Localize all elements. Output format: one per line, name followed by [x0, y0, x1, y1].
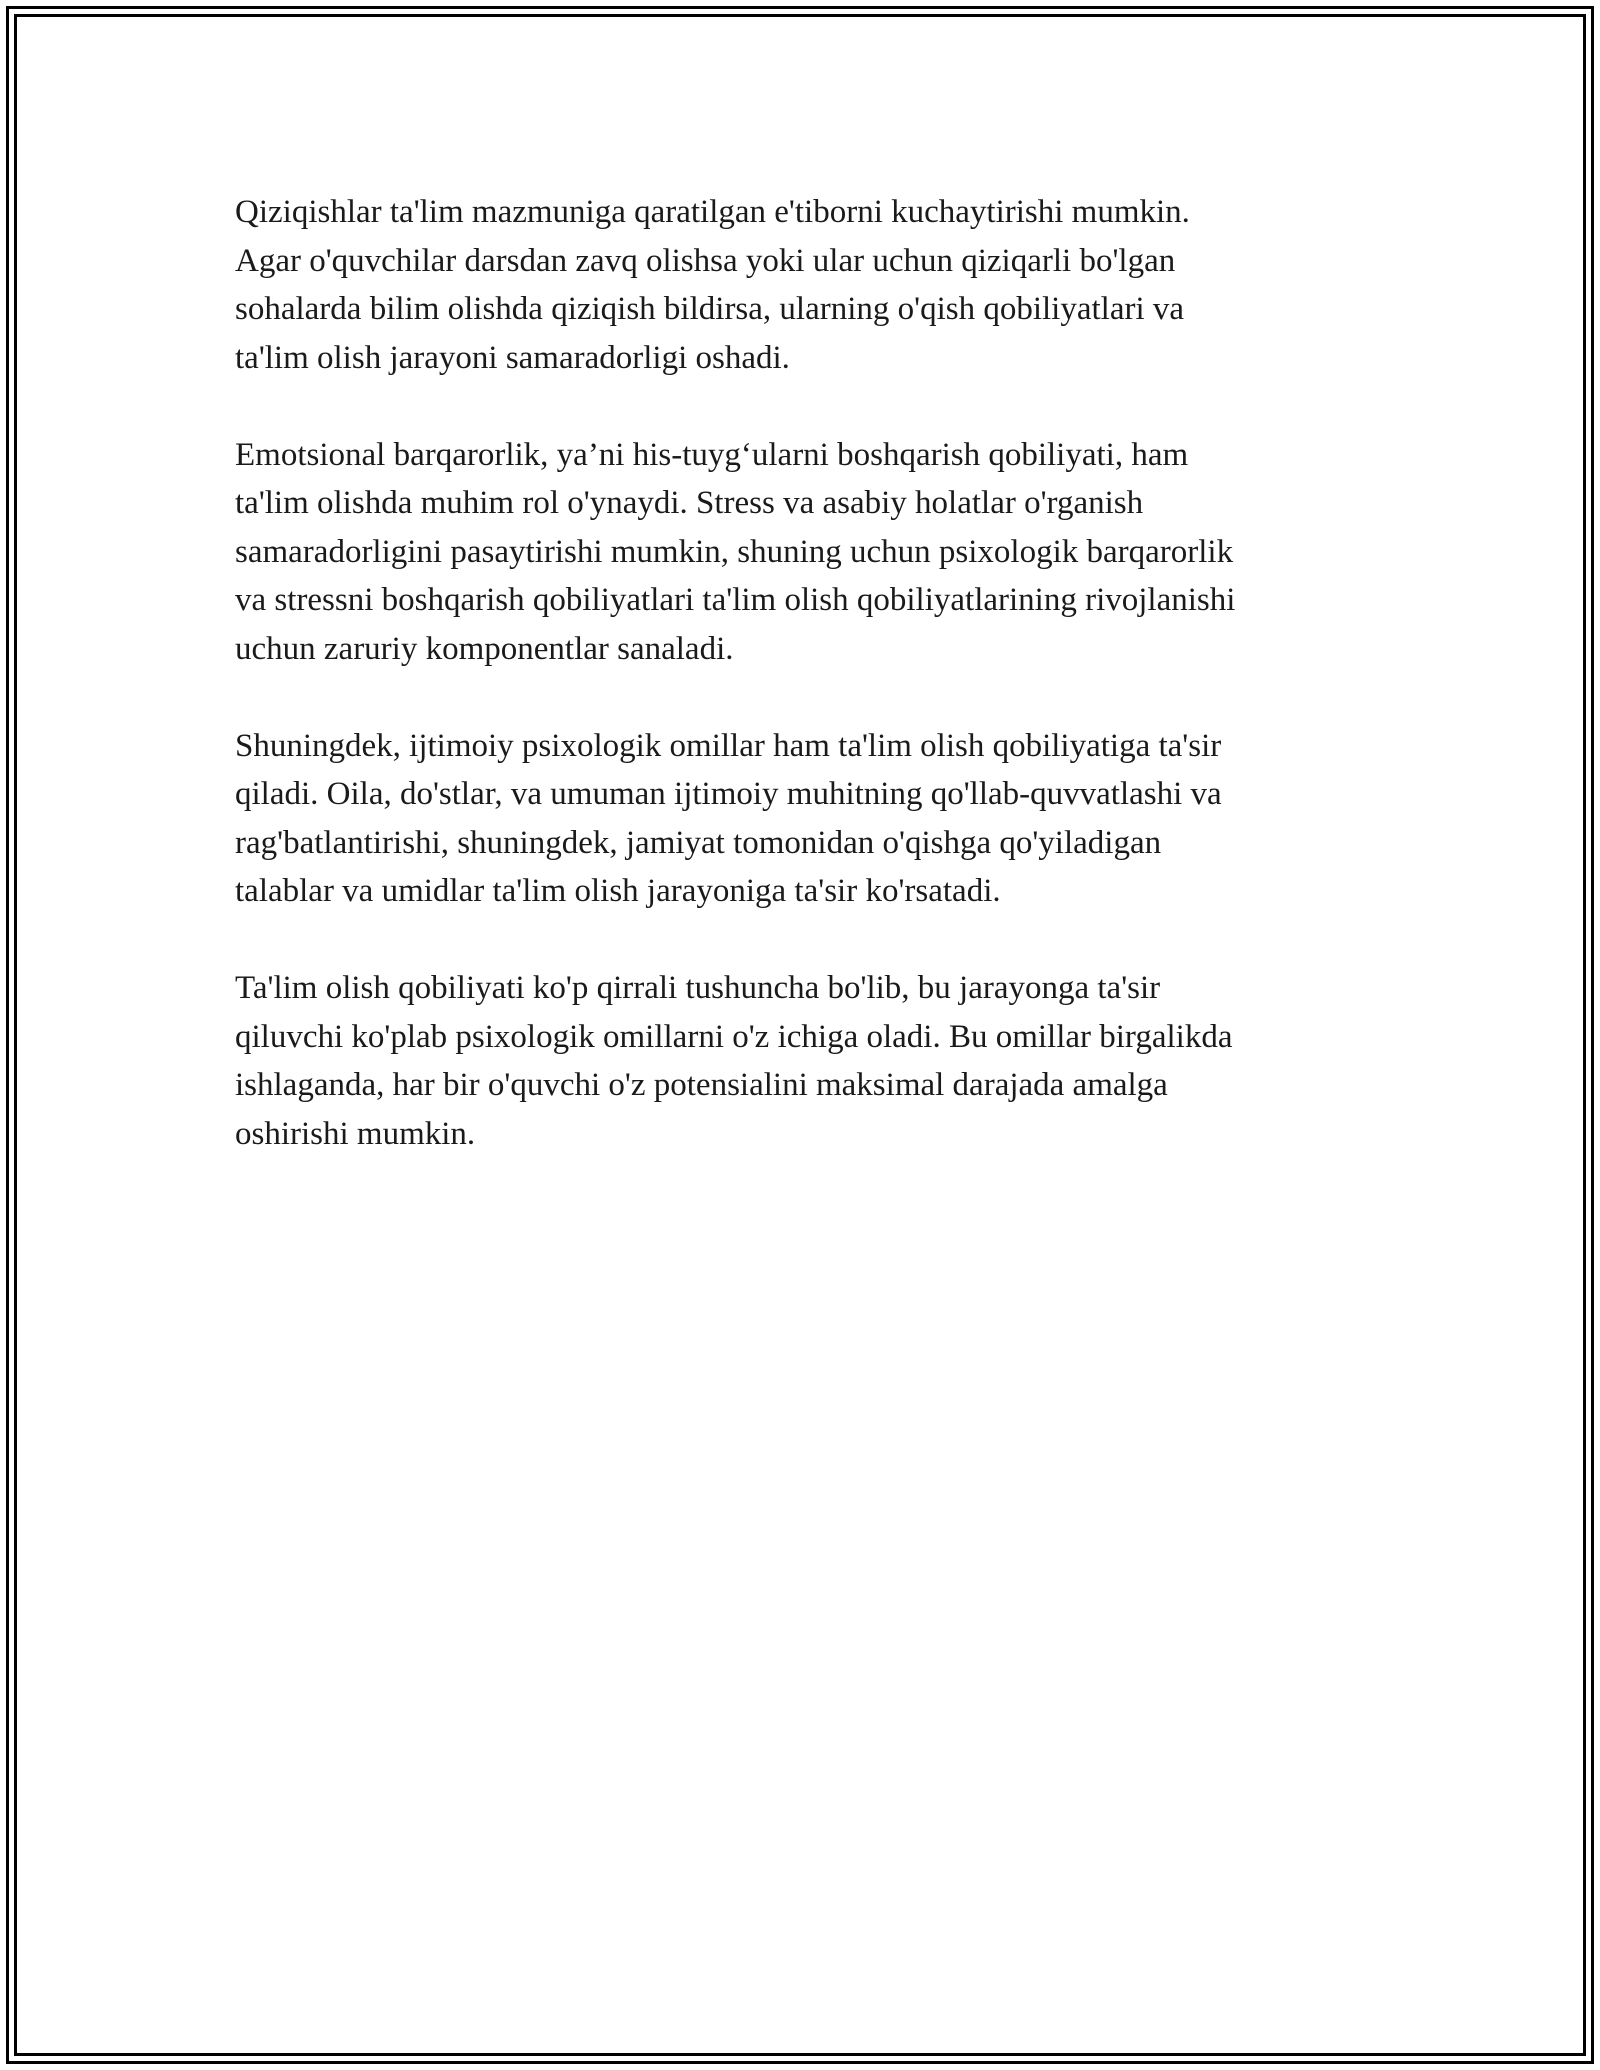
paragraph-4 — [235, 964, 1385, 1158]
text-line: ta'lim olish jarayoni samaradorligi oshadi. — [235, 339, 790, 376]
text-line: Qiziqishlar ta'lim mazmuniga qaratilgan e'tiborni kuchaytirishi mumkin. — [235, 194, 1190, 230]
text-line: Emotsional barqarorlik, ya’ni his-tuyg‘ularni boshqarish qobiliyati, ham — [235, 436, 1189, 473]
text-line: sohalarda bilim olishda qiziqish bildirsa, ularning o'qish qobiliyatlari va — [235, 291, 1185, 327]
text-line: qiladi. Oila, do'stlar, va umuman ijtimoiy muhitning qo'llab-quvvatlashi va — [235, 776, 1222, 812]
text-line: qiluvchi ko'plab psixologik omillarni o'z ichiga oladi. Bu omillar birgalikda — [235, 1018, 1233, 1055]
text-line: ta'lim olishda muhim rol o'ynaydi. Stress va asabiy holatlar o'rganish — [235, 485, 1144, 521]
text-line: Agar o'quvchilar darsdan zavq olishsa yoki ular uchun qiziqarli bo'lgan — [235, 242, 1176, 279]
text-line: talablar va umidlar ta'lim olish jarayoniga ta'sir ko'rsatadi. — [235, 873, 1001, 909]
text-line: uchun zaruriy komponentlar sanaladi. — [235, 630, 734, 667]
paragraph-1 — [235, 188, 1385, 382]
text-line: va stressni boshqarish qobiliyatlari ta'lim olish qobiliyatlarining rivojlanishi — [235, 582, 1236, 618]
text-line: samaradorligini pasaytirishi mumkin, shuning uchun psixologik barqarorlik — [235, 533, 1234, 570]
text-line: rag'batlantirishi, shuningdek, jamiyat tomonidan o'qishga qo'yiladigan — [235, 824, 1162, 861]
paragraph-3 — [235, 722, 1385, 916]
text-line: oshirishi mumkin. — [235, 1115, 476, 1152]
text-line: Ta'lim olish qobiliyati ko'p qirrali tushuncha bo'lib, bu jarayonga ta'sir — [235, 970, 1161, 1006]
document-body — [235, 188, 1385, 1207]
text-line: ishlaganda, har bir o'quvchi o'z potensialini maksimal darajada amalga — [235, 1067, 1168, 1103]
text-line: Shuningdek, ijtimoiy psixologik omillar ham ta'lim olish qobiliyatiga ta'sir — [235, 727, 1222, 764]
paragraph-2 — [235, 431, 1385, 674]
